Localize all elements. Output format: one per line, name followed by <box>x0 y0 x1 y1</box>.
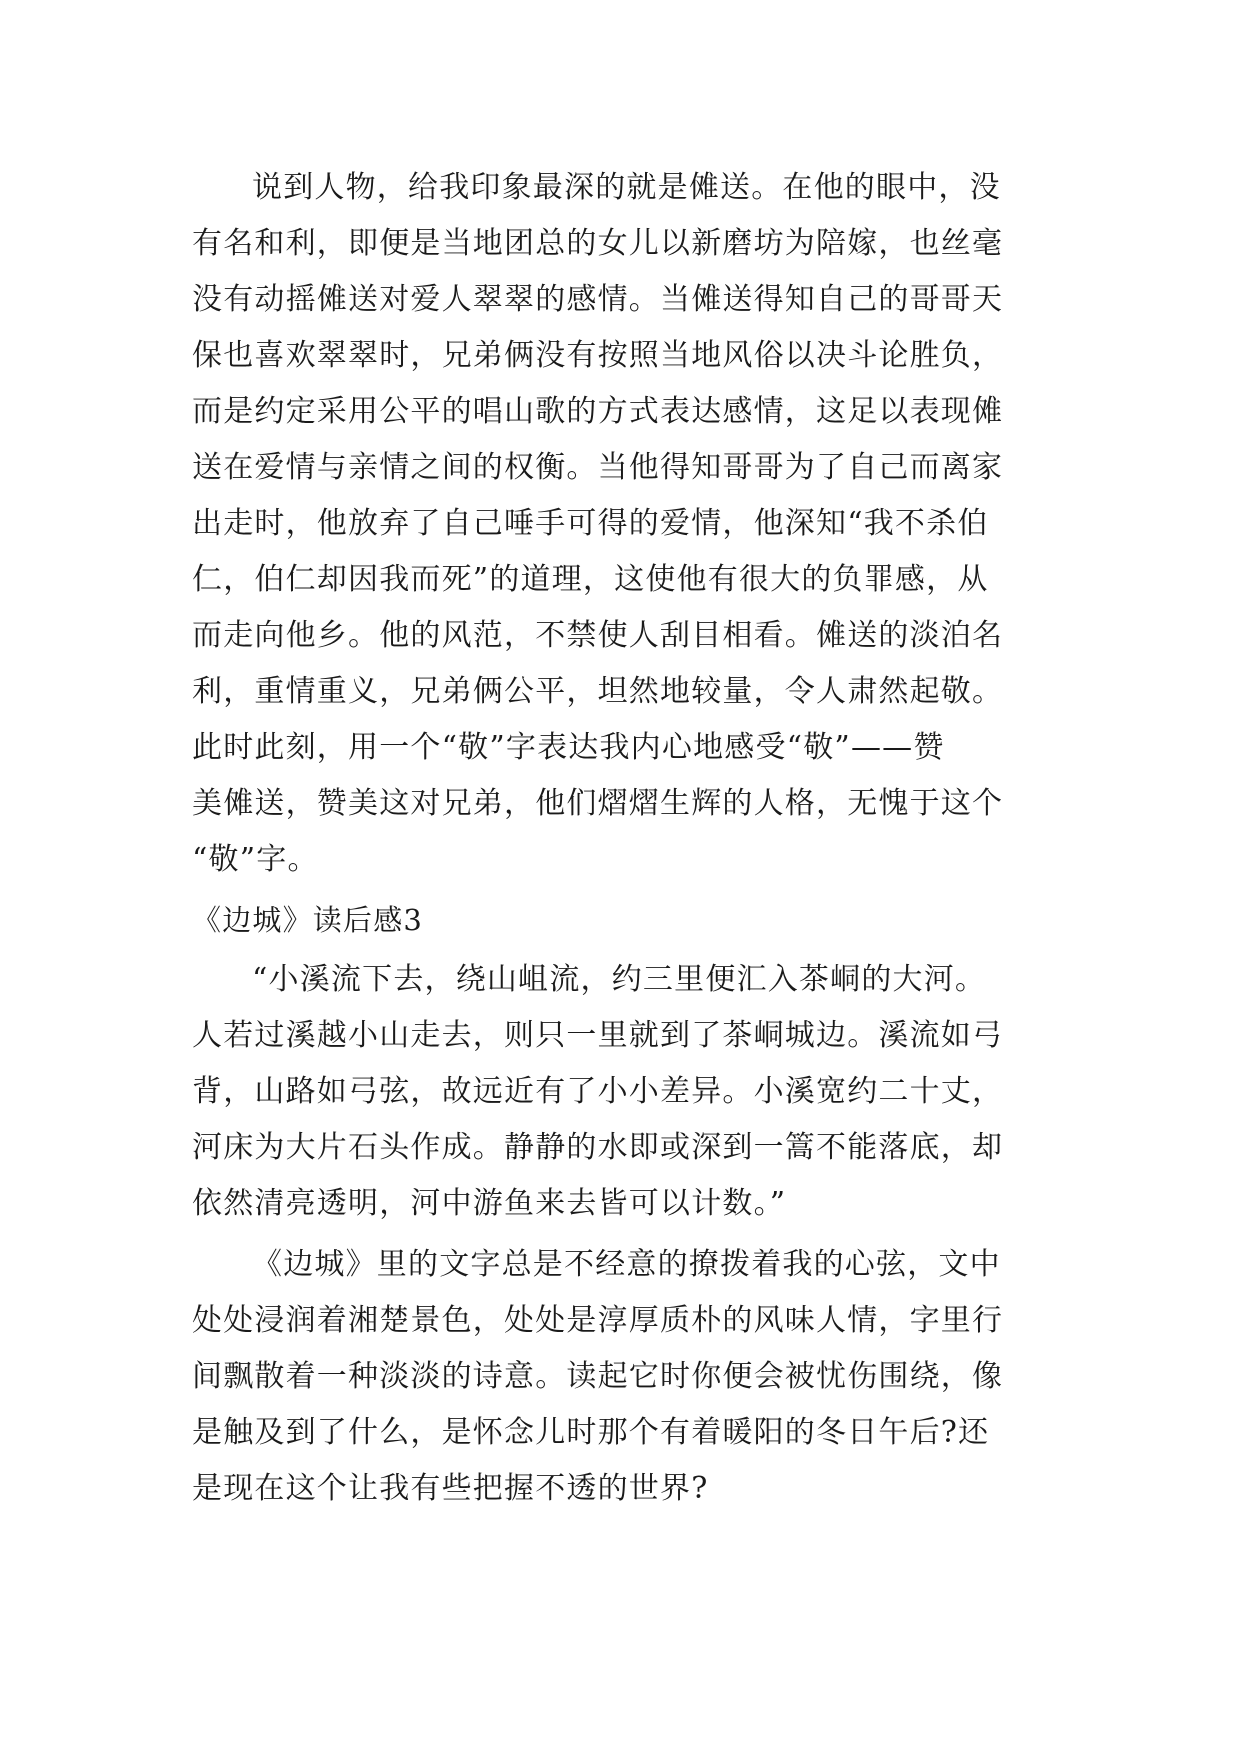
paragraph-1-line-9: 而走向他乡。他的风范，不禁使人刮目相看。傩送的淡泊名 <box>192 618 1004 653</box>
paragraph-1-line-10: 利，重情重义，兄弟俩公平，坦然地较量，令人肃然起敬。 <box>192 674 1004 709</box>
paragraph-2-line-5: 依然清亮透明，河中游鱼来去皆可以计数。” <box>192 1186 787 1221</box>
paragraph-1-line-6: 送在爱情与亲情之间的权衡。当他得知哥哥为了自己而离家 <box>192 450 1004 485</box>
paragraph-1-line-5: 而是约定采用公平的唱山歌的方式表达感情，这足以表现傩 <box>192 394 1004 429</box>
paragraph-1-line-7: 出走时，他放弃了自己唾手可得的爱情，他深知“我不杀伯 <box>192 506 989 541</box>
paragraph-1-line-2: 有名和利，即便是当地团总的女儿以新磨坊为陪嫁，也丝毫 <box>192 226 1004 261</box>
paragraph-2-line-2: 人若过溪越小山走去，则只一里就到了茶峒城边。溪流如弓 <box>192 1018 1004 1053</box>
paragraph-2-line-4: 河床为大片石头作成。静静的水即或深到一篙不能落底，却 <box>192 1130 1004 1165</box>
paragraph-1-line-4: 保也喜欢翠翠时，兄弟俩没有按照当地风俗以决斗论胜负， <box>192 338 1004 373</box>
paragraph-3-line-2: 处处浸润着湘楚景色，处处是淳厚质朴的风味人情，字里行 <box>192 1303 1004 1338</box>
paragraph-3-line-5: 是现在这个让我有些把握不透的世界? <box>192 1471 709 1506</box>
paragraph-2-line-1: “小溪流下去，绕山岨流，约三里便汇入茶峒的大河。 <box>252 962 987 997</box>
paragraph-3-line-1: 《边城》里的文字总是不经意的撩拨着我的心弦，文中 <box>252 1247 1001 1282</box>
paragraph-3-line-4: 是触及到了什么，是怀念儿时那个有着暖阳的冬日午后?还 <box>192 1415 990 1450</box>
paragraph-1-line-8: 仁，伯仁却因我而死”的道理，这使他有很大的负罪感，从 <box>192 562 989 597</box>
paragraph-1-line-12: 美傩送，赞美这对兄弟，他们熠熠生辉的人格，无愧于这个 <box>192 786 1004 821</box>
section-heading: 《边城》读后感3 <box>192 903 424 937</box>
paragraph-1-line-13: “敬”字。 <box>192 842 319 877</box>
paragraph-2-line-3: 背，山路如弓弦，故远近有了小小差异。小溪宽约二十丈， <box>192 1074 1004 1109</box>
paragraph-1-line-11: 此时此刻，用一个“敬”字表达我内心地感受“敬”——赞 <box>192 730 945 765</box>
paragraph-3-line-3: 间飘散着一种淡淡的诗意。读起它时你便会被忧伤围绕，像 <box>192 1359 1004 1394</box>
paragraph-1-line-1: 说到人物，给我印象最深的就是傩送。在他的眼中，没 <box>252 170 1001 205</box>
paragraph-1-line-3: 没有动摇傩送对爱人翠翠的感情。当傩送得知自己的哥哥天 <box>192 282 1004 317</box>
